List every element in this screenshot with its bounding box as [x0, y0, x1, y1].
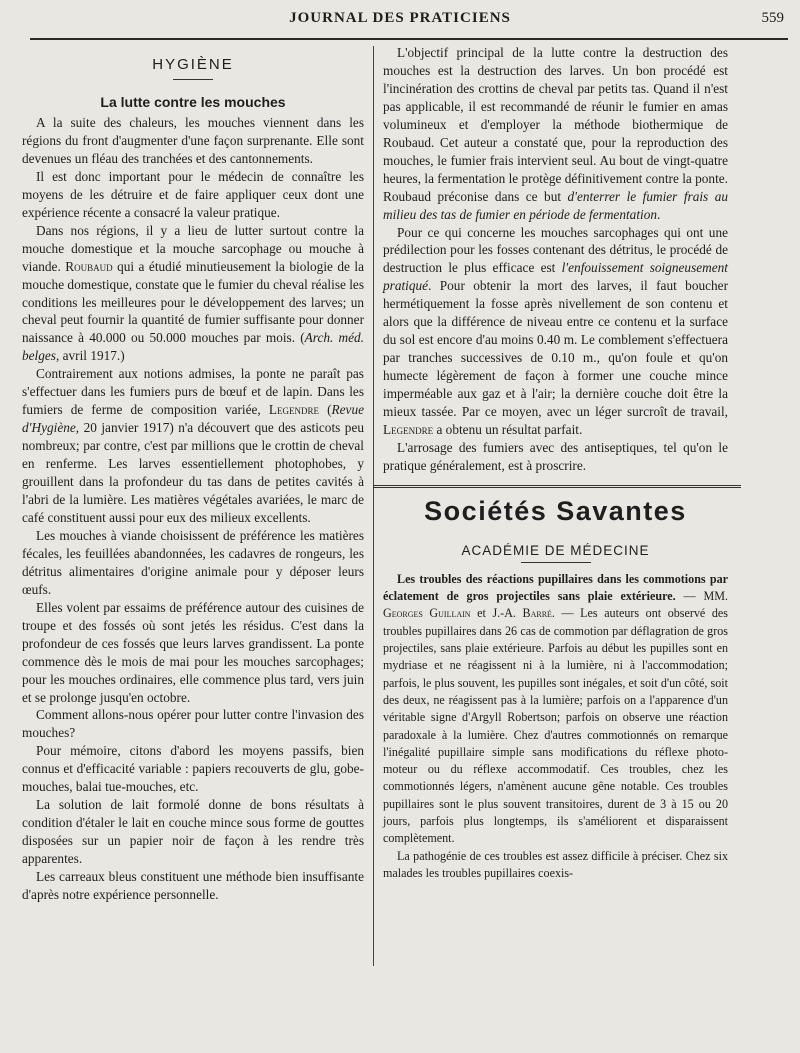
paragraph: [22, 365, 364, 527]
academie-report: [383, 571, 728, 882]
section-heading-rule: [173, 79, 213, 80]
text: (: [318, 402, 332, 418]
text: L'objectif principal de la lutte contre la destruction des mouches est la destruction des larves. Un bon procédé est l'incinération des crottins de cheval par petits tas. Quand il n'est pas applicable, il est recommandé de réunir le fumier en amas volumineux et d'employer la méthode biothermique de Roubaud. Cet auteur a constaté que, pour la reproduction des mouches, le fumier frais intervient seul. Au bout de vingt-quatre heures, la fermentation le protège définitivement contre la ponte. Roubaud préconise dans ce but: [383, 45, 728, 204]
text: , avril 1917.): [55, 348, 125, 364]
paragraph: Les carreaux bleus constituent une méthode bien insuffisante d'après notre expérience personnelle.: [22, 869, 364, 902]
emphasis: d'enterrer le fumier frais au milieu des tas de fumier en période de fermentation: [383, 188, 728, 222]
text: , 20 janvier 1917) n'a découvert que des asticots peu nombreux; par contre, c'est par millions que le crottin de cheval en renferme. Les larves essentiellement photophobes, y grouillent dans la profondeur du tas dans de petites cavités à l'abri de la lumière. Les matières végétales avariées, le marc de café constituent aussi pour eux des milieux excellents.: [22, 420, 364, 525]
text: Pour ce qui concerne les mouches sarcophages qui ont une prédilection pour les fosses contenant des détritus, le procédé de destruction le plus efficace est: [383, 224, 728, 276]
text: et: [470, 606, 493, 621]
paragraph: L'arrosage des fumiers avec des antiseptiques, tel qu'on le pratique généralement, est à proscrire.: [383, 439, 728, 473]
section-heading-societes: Sociétés Savantes: [424, 495, 687, 526]
section-heading-hygiene: HYGIÈNE: [152, 56, 234, 73]
text: Contrairement aux notions admises, la ponte ne paraît pas s'effectuer dans les fumiers purs de bœuf et de lapin. Dans les fumiers de ferme de composition variée,: [22, 366, 364, 418]
paragraph: [383, 571, 728, 848]
text: . Pour obtenir la mort des larves, il faut boucher hermétiquement la fosse après nivellement de son contenu et alors que la différence de niveau entre ce contenu et la surface du sol est encore d'au moins 0.40 m. Le comblement s'effectuera par tranches successives de 0.10 m., qu'on foule et qu'on humecte légèrement de façon à former une couche mince imperméable aux gaz et à l'air; la dernière couche doit être la mieux tassée. Par ce moyen, avec un léger surcroît de travail,: [383, 278, 728, 420]
paragraph: La pathogénie de ces troubles est assez difficile à préciser. Chez six malades les troubles pupillaires coexis-: [383, 848, 728, 880]
paragraph: La solution de lait formolé donne de bons résultats à condition d'étaler le lait en couche mince sous forme de gouttes disposées sur un papier noir de façon à les rendre très apparentes.: [22, 797, 364, 867]
right-column: [383, 44, 728, 882]
subsection-heading-academie: ACADÉMIE DE MÉDECINE: [461, 542, 650, 558]
text: — MM.: [675, 589, 728, 604]
text: qui a étudié minutieusement la biologie de la mouche domestique, constate que le fumier du cheval réalise les conditions les meilleures pour le développement des larves; un cheval peut fournir la quantité de fumier suffisante pour donner naissance à 40.000 ou 50.000 mouches par mois. (: [22, 258, 365, 346]
citation: Arch. méd. belges: [22, 330, 364, 364]
paragraph: Les mouches à viande choisissent de préférence les matières fécales, les feuillées abandonnées, les cadavres de rongeurs, les détritus alimentaires d'origine animale pour y déposer leurs œufs.: [22, 527, 364, 597]
section-separator: [373, 485, 741, 488]
header-rule: [30, 38, 788, 40]
journal-title: JOURNAL DES PRATICIENS: [289, 10, 511, 26]
column-divider: [373, 46, 374, 966]
author-name: J.-A. Barré: [492, 606, 552, 621]
paragraph: [383, 44, 728, 224]
author-name: Legendre: [383, 422, 434, 438]
text: .: [657, 206, 661, 222]
paragraph: Il est donc important pour le médecin de connaître les moyens de les détruire et de faire appliquer ceux dont une expérience récente a consacré la valeur pratique.: [22, 168, 364, 220]
paragraph: [383, 224, 728, 439]
subsection-rule: [521, 562, 591, 563]
left-column: [22, 44, 364, 904]
report-title: Les troubles des réactions pupillaires dans les commotions par éclatement de gros projectiles sans plaie extérieure.: [383, 571, 728, 604]
paragraph: Comment allons-nous opérer pour lutter contre l'invasion des mouches?: [22, 707, 364, 741]
author-name: Roubaud: [65, 258, 113, 274]
article-title: La lutte contre les mouches: [100, 94, 286, 110]
text: Dans nos régions, il y a lieu de lutter surtout contre la mouche domestique et la mouche sarcophage ou mouche à viande.: [22, 222, 364, 274]
author-name: Legendre: [268, 402, 319, 418]
page-number: 559: [761, 10, 784, 26]
paragraph: Pour mémoire, citons d'abord les moyens passifs, bien connus et d'efficacité variable : papiers recouverts de glu, gobe-mouches, balai tue-mouches, etc.: [22, 743, 364, 795]
emphasis: l'enfouissement soigneusement pratiqué: [383, 260, 729, 294]
paragraph: A la suite des chaleurs, les mouches viennent dans les régions du front d'augmenter d'une façon surprenante. Elle sont devenues un fléau des tranchées et des cantonnements.: [22, 115, 364, 166]
citation: Revue d'Hygiène: [22, 402, 364, 436]
author-name: Georges Guillain: [383, 606, 471, 621]
text: . — Les auteurs ont observé des troubles pupillaires dans 26 cas de commotion par déflagration de gros projectiles, sans plaie extérieure. Parfois au début les pupilles sont en mydriase et ne réagissent ni à la lumière, ni à l'accommodation; parfois, le plus souvent, les pupilles sont inégales, et soit d'un côté, soit des deux, ne réagissent pas à la lumière; parfois on a l'apparence d'un véritable signe d'Argyll Robertson; parfois on observe une réaction paradoxale à la lumière. Chez d'autres commotionnés on remarque l'inégalité pupillaire simple sans modifications du réflexe photo-moteur ou du réflexe accommodatif. Ces troubles, chez les commotionnés légers, n'amènent aucune gêne notable. Ces troubles pupillaires sont le plus souvent transitoires, durent de 3 à 15 ou 20 jours, parfois plus longtemps, ils s'améliorent et disparaissent complètement.: [383, 606, 728, 846]
paragraph: Elles volent par essaims de préférence autour des cuisines de troupe et des fossés où sont jetés les résidus. C'est dans la profondeur de ces fossés que leurs larves grandissent. La ponte commence dès le mois de mai pour les mouches sarcophages; pour les mouches ordinaires, elle commence plus tard, vers juin et se prolonge jusqu'en octobre.: [22, 599, 364, 705]
text: a obtenu un résultat parfait.: [433, 422, 583, 438]
paragraph: [22, 222, 364, 366]
running-head: [0, 10, 800, 32]
